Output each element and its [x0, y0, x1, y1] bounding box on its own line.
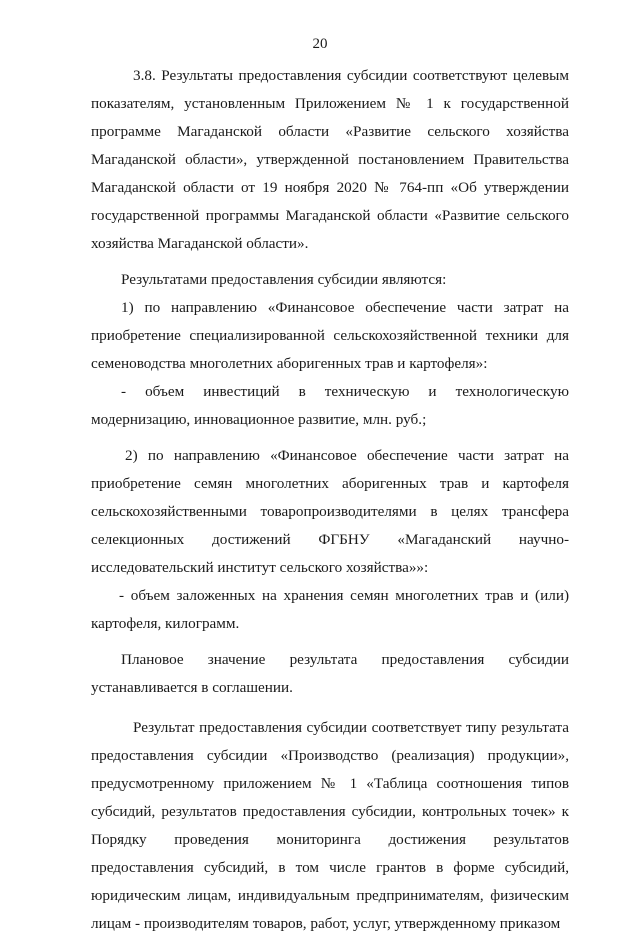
paragraph-investment-volume: - объем инвестиций в техническую и технологическую модернизацию, инновационное развитие, млн. руб.; — [91, 383, 569, 428]
paragraph-seed-volume: - объем заложенных на хранения семян многолетних трав и (или) картофеля, килограмм. — [91, 587, 569, 632]
paragraph-result-type: Результат предоставления субсидии соответствует типу результата предоставления субсидии «Производство (реализация) продукции», предусмотренному приложением № 1 «Таблица соотношения типов субсидий, результатов предоставления субсидии, контрольных точек» к Порядку проведения мониторинга достижения результатов предоставления субсидий, в том числе грантов в форме субсидий, юридическим лицам, индивидуальным предпринимателям, физическим лицам - производителям товаров, работ, услуг, утвержденному приказом — [91, 719, 569, 932]
paragraph-results-intro: Результатами предоставления субсидии являются: — [121, 271, 447, 288]
paragraph-direction-2: 2) по направлению «Финансовое обеспечение части затрат на приобретение семян многолетних аборигенных трав и картофеля сельскохозяйственными товаропроизводителями в целях трансфера селекционных достижений ФГБНУ «Магаданский научно-исследовательский институт сельского хозяйства»»: — [91, 447, 569, 576]
page-number: 20 — [312, 36, 328, 52]
paragraph-3-8: 3.8. Результаты предоставления субсидии соответствуют целевым показателям, установленным Приложением № 1 к государственной программе Магаданской области «Развитие сельского хозяйства Магаданской области», утвержденной постановлением Правительства Магаданской области от 19 ноября 2020 № 764-пп «Об утверждении государственной программы Магаданской области «Развитие сельского хозяйства Магаданской области». — [91, 67, 569, 252]
paragraph-planned-value: Плановое значение результата предоставления субсидии устанавливается в соглашении. — [91, 651, 569, 696]
document-body — [91, 62, 569, 938]
paragraph-direction-1: 1) по направлению «Финансовое обеспечение части затрат на приобретение специализированной сельскохозяйственной техники для семеноводства многолетних аборигенных трав и картофеля»: — [91, 299, 569, 372]
